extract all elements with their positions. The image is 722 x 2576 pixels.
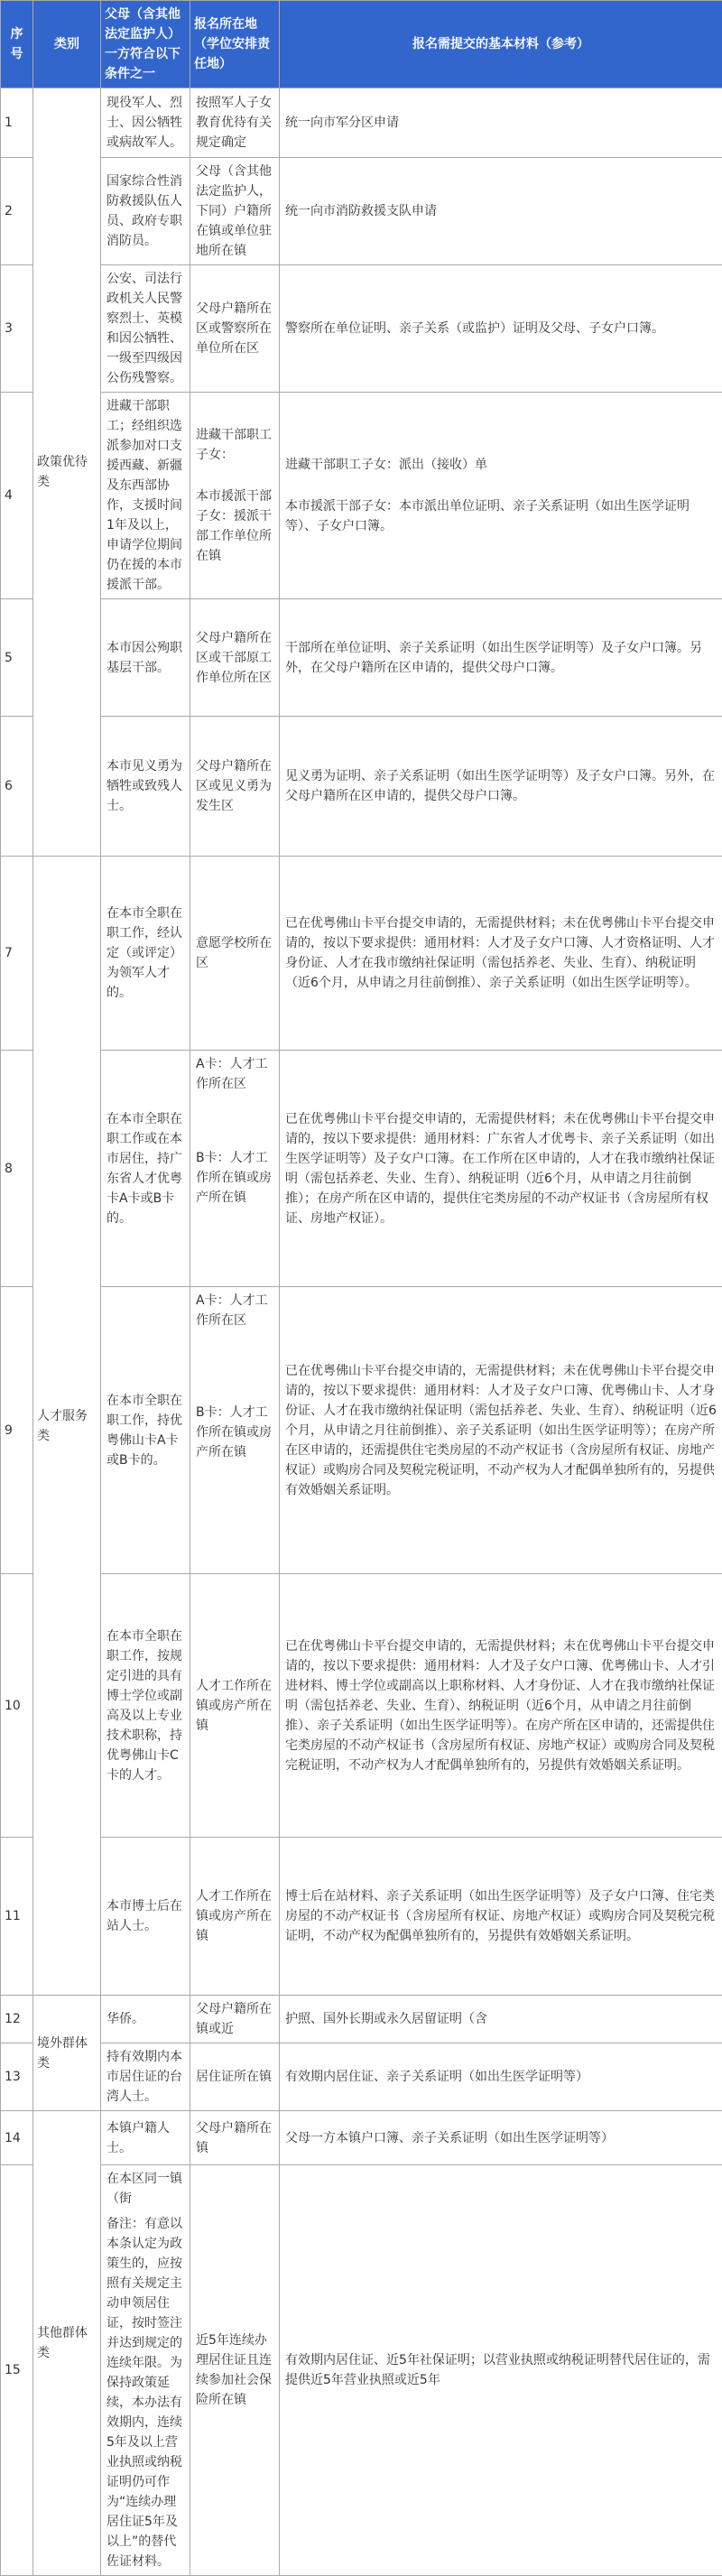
- materials-cell: 已在优粤佛山卡平台提交申请的，无需提供材料；未在优粤佛山卡平台提交申请的，按以下要求提供：通用材料：广东省人才优粤卡、亲子关系证明（如出生医学证明等）及子女户口簿。在工作所在区申请的，人才在我市缴纳社保证明（需包括养老、失业、生育）、纳税证明（近6个月，从申请之月往前倒推）；在房产所在区申请的，提供住宅类房屋的不动产权证书（含房屋所有权证、房地产权证）。: [280, 1051, 722, 1287]
- location-cell: 人才工作所在镇或房产所在镇: [190, 1574, 280, 1838]
- materials-cell: 有效期内居住证、近5年社保证明；以营业执照或纳税证明替代居住证的，需提供近5年营业执照或近5年: [280, 2165, 722, 2576]
- table-row: [1, 1838, 722, 1996]
- condition-cell: 国家综合性消防救援队伍人员、政府专职消防员。: [101, 158, 190, 265]
- table-row: [1, 2111, 722, 2165]
- row-number: 14: [1, 2111, 33, 2165]
- table-row: [1, 1287, 722, 1574]
- condition-cell: 华侨。: [101, 1996, 190, 2043]
- row-number: 6: [1, 717, 33, 857]
- materials-cell: 干部所在单位证明、亲子关系证明（如出生医学证明等）及子女户口簿。另外，在父母户籍所在区申请的，提供父母户口簿。: [280, 599, 722, 717]
- materials-cell: 统一向市消防救援支队申请: [280, 158, 722, 265]
- row-number: 9: [1, 1287, 33, 1574]
- row-number: 13: [1, 2043, 33, 2111]
- materials-cell: 已在优粤佛山卡平台提交申请的，无需提供材料；未在优粤佛山卡平台提交申请的，按以下要求提供：通用材料：人才及子女户口簿、优粤佛山卡、人才引进材料、博士学位或副高以上职称材料、人才身份证、人才在我市缴纳社保证明（需包括养老、失业、生育）、纳税证明（近6个月，从申请之月往前倒推）、亲子关系证明（如出生医学证明等）。在房产所在区申请的，还需提供住宅类房屋的不动产权证书（含房屋所有权证、房地产权证）或购房合同及契税完税证明，不动产权为人才配偶单独所有的，另提供有效婚姻关系证明。: [280, 1574, 722, 1838]
- location-cell: [190, 393, 280, 599]
- location-cell: 父母（含其他法定监护人，下同）户籍所在镇或单位驻地所在镇: [190, 158, 280, 265]
- condition-cell: [101, 2165, 190, 2576]
- row-number: 10: [1, 1574, 33, 1838]
- header-no: 序号: [1, 1, 33, 88]
- materials-cell: 护照、国外长期或永久居留证明（含: [280, 1996, 722, 2043]
- condition-cell: 在本市全职在职工作，持优粤佛山卡A卡或B卡的。: [101, 1287, 190, 1574]
- category-cell: 境外群体类: [33, 1996, 101, 2111]
- materials-cell: 已在优粤佛山卡平台提交申请的，无需提供材料；未在优粤佛山卡平台提交申请的，按以下要求提供：通用材料：人才及子女户口簿、人才资格证明、人才身份证、人才在我市缴纳社保证明（需包括养老、失业、生育）、纳税证明（近6个月，从申请之月往前倒推）、亲子关系证明（如出生医学证明等）。: [280, 857, 722, 1051]
- header-category: 类别: [33, 1, 101, 88]
- row-number: 3: [1, 265, 33, 393]
- condition-cell: 现役军人、烈士、因公牺牲或病故军人。: [101, 88, 190, 158]
- location-cell: 意愿学校所在区: [190, 857, 280, 1051]
- category-cell: 政策优待类: [33, 88, 101, 857]
- location-part-a: 进藏干部职工子女：: [196, 425, 273, 465]
- row-number: 15: [1, 2165, 33, 2576]
- location-cell: 父母户籍所在区或警察所在单位所在区: [190, 265, 280, 393]
- condition-cell: 进藏干部职工；经组织选派参加对口支援西藏、新疆及东西部协作，支援时间1年及以上，申请学位期间仍在援的本市援派干部。: [101, 393, 190, 599]
- header-condition: 父母（含其他法定监护人）一方符合以下条件之一: [101, 1, 190, 88]
- location-cell: 父母户籍所在区或干部原工作单位所在区: [190, 599, 280, 717]
- condition-cell: 公安、司法行政机关人民警察烈士、英模和因公牺牲、一级至四级因公伤残警察。: [101, 265, 190, 393]
- row-number: 7: [1, 857, 33, 1051]
- materials-cell: 博士后在站材料、亲子关系证明（如出生医学证明等）及子女户口簿、住宅类房屋的不动产权证书（含房屋所有权证、房地产权证）或购房合同及契税完税证明，不动产权为配偶单独所有的，另提供有效婚姻关系证明。: [280, 1838, 722, 1996]
- row-number: 11: [1, 1838, 33, 1996]
- location-card-b: B卡：人才工作所在镇或房产所在镇: [196, 1403, 273, 1462]
- condition-cell: 本市见义勇为牺牲或致残人士。: [101, 717, 190, 857]
- row-number: 4: [1, 393, 33, 599]
- table-row: [1, 1574, 722, 1838]
- condition-cell: 本镇户籍人士。: [101, 2111, 190, 2165]
- location-cell: 居住证所在镇: [190, 2043, 280, 2111]
- row-number: 5: [1, 599, 33, 717]
- materials-cell: 父母一方本镇户口簿、亲子关系证明（如出生医学证明等）: [280, 2111, 722, 2165]
- location-cell: 人才工作所在镇或房产所在镇: [190, 1838, 280, 1996]
- table-row: [1, 717, 722, 857]
- condition-cell: 持有效期内本市居住证的台湾人士。: [101, 2043, 190, 2111]
- location-card-b: B卡：人才工作所在镇或房产所在镇: [196, 1148, 273, 1208]
- condition-cell: 本市博士后在站人士。: [101, 1838, 190, 1996]
- table-row: [1, 265, 722, 393]
- location-cell: 近5年连续办理居住证且连续参加社会保险所在镇: [190, 2165, 280, 2576]
- location-cell: 父母户籍所在区或见义勇为发生区: [190, 717, 280, 857]
- table-row: [1, 88, 722, 158]
- materials-part-a: 进藏干部职工子女：派出（接收）单: [285, 455, 717, 475]
- category-cell: 人才服务类: [33, 857, 101, 1996]
- category-cell: 其他群体类: [33, 2111, 101, 2576]
- header-materials: 报名需提交的基本材料（参考）: [280, 1, 722, 88]
- materials-cell: [280, 393, 722, 599]
- location-card-a: A卡：人才工作所在区: [196, 1291, 273, 1330]
- table-row: [1, 1051, 722, 1287]
- row-number: 12: [1, 1996, 33, 2043]
- materials-cell: 有效期内居住证、亲子关系证明（如出生医学证明等）: [280, 2043, 722, 2111]
- location-cell: 父母户籍所在镇或近: [190, 1996, 280, 2043]
- table-row: [1, 599, 722, 717]
- condition-cell: 在本市全职在职工作或在本市居住，持广东省人才优粤卡A卡或B卡的。: [101, 1051, 190, 1287]
- materials-cell: 已在优粤佛山卡平台提交申请的，无需提供材料；未在优粤佛山卡平台提交申请的，按以下要求提供：通用材料：人才及子女户口簿、优粤佛山卡、人才身份证、人才在我市缴纳社保证明（需包括养老、失业、生育）、纳税证明（近6个月，从申请之月往前倒推）、亲子关系证明（如出生医学证明等）；在房产所在区申请的，还需提供住宅类房屋的不动产权证书（含房屋所有权证、房地产权证）或购房合同及契税完税证明，不动产权为人才配偶单独所有的，另提供有效婚姻关系证明。: [280, 1287, 722, 1574]
- materials-part-b: 本市援派干部子女：本市派出单位证明、亲子关系证明（如出生医学证明等）、子女户口簿。: [285, 496, 717, 536]
- location-part-b: 本市援派干部子女：援派干部工作单位所在镇: [196, 486, 273, 566]
- condition-remark: 备注：有意以本条认定为政策生的，应按照有关规定主动申领居住证，按时签注并达到规定的连续年限。为保持政策延续，本办法有效期内，连续5年及以上营业执照或纳税证明仍可作为“连续办理居住证5年及以上”的替代佐证材料。: [106, 2214, 184, 2571]
- header-location: 报名所在地（学位安排责任地）: [190, 1, 280, 88]
- table-row: [1, 1996, 722, 2043]
- row-number: 1: [1, 88, 33, 158]
- table-row: [1, 393, 722, 599]
- table-header-row: [1, 1, 722, 88]
- table-row: [1, 2043, 722, 2111]
- location-cell: 父母户籍所在镇: [190, 2111, 280, 2165]
- condition-part-a: 在本区同一镇（街: [106, 2169, 184, 2209]
- materials-cell: 警察所在单位证明、亲子关系（或监护）证明及父母、子女户口簿。: [280, 265, 722, 393]
- table-row: [1, 2165, 722, 2576]
- row-number: 2: [1, 158, 33, 265]
- location-card-a: A卡：人才工作所在区: [196, 1054, 273, 1094]
- condition-cell: 在本市全职在职工作，按规定引进的具有博士学位或副高及以上专业技术职称，持优粤佛山卡C卡的人才。: [101, 1574, 190, 1838]
- materials-cell: 见义勇为证明、亲子关系证明（如出生医学证明等）及子女户口簿。另外，在父母户籍所在区申请的，提供父母户口簿。: [280, 717, 722, 857]
- materials-cell: 统一向市军分区申请: [280, 88, 722, 158]
- row-number: 8: [1, 1051, 33, 1287]
- table-row: [1, 158, 722, 265]
- condition-cell: 本市因公殉职基层干部。: [101, 599, 190, 717]
- table-row: [1, 857, 722, 1051]
- condition-cell: 在本市全职在职工作，经认定（或评定）为领军人才的。: [101, 857, 190, 1051]
- location-cell: [190, 1287, 280, 1574]
- location-cell: [190, 1051, 280, 1287]
- location-cell: 按照军人子女教育优待有关规定确定: [190, 88, 280, 158]
